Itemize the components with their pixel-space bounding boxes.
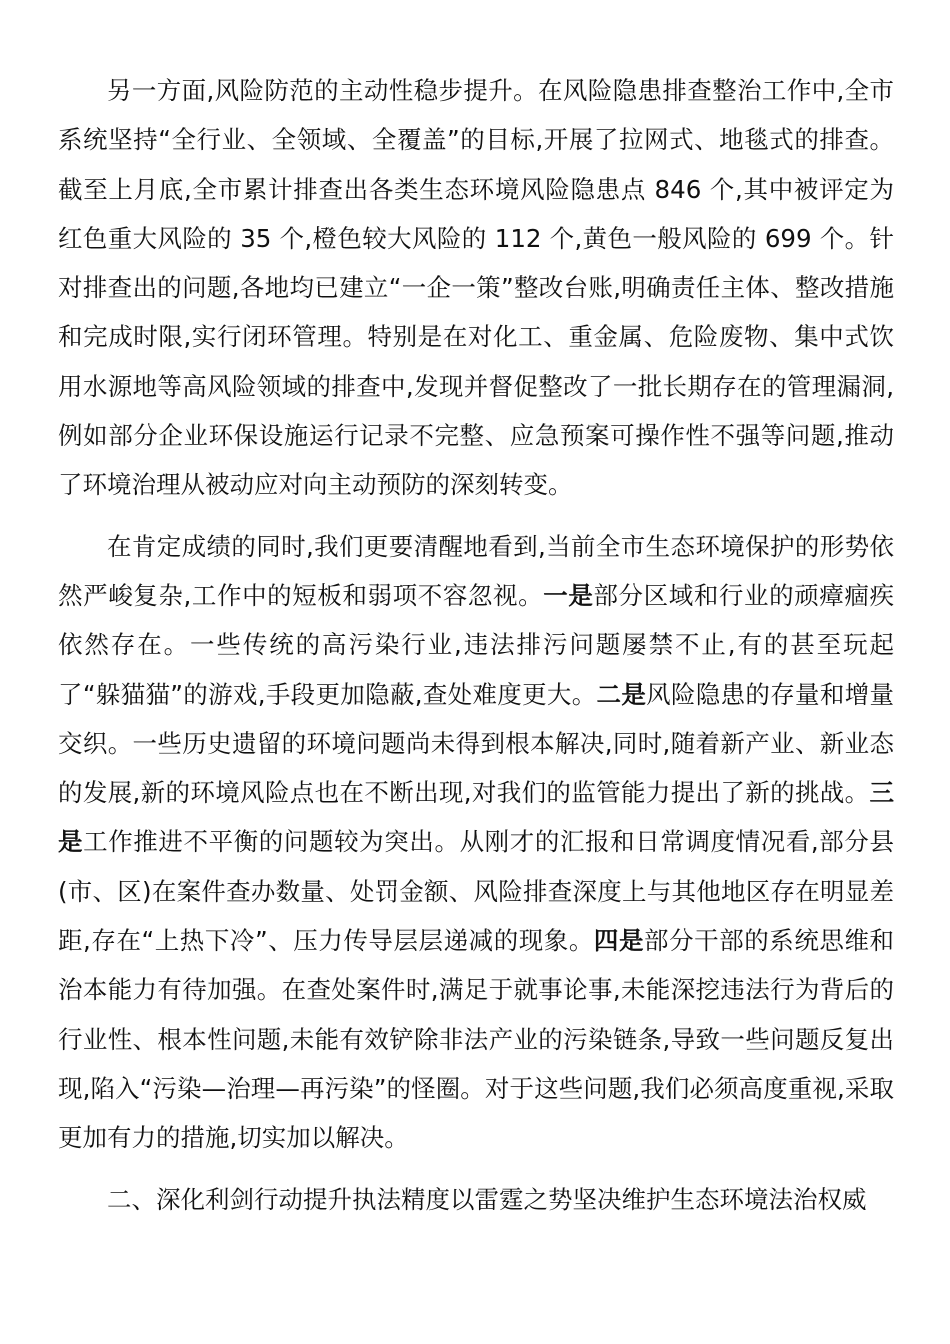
shortcomings-intro: 在肯定成绩的同时,我们更要清醒地看到,当前全市生态环境保护的形势依然严峻复杂,工作中的短板和弱项不容忽视。 xyxy=(58,531,894,610)
shortcoming-first-text: 部分区域和行业的顽瘴痼疾依然存在。一些传统的高污染行业,违法排污问题屡禁不止,有的甚至玩起了“躲猫猫”的游戏,手段更加隐蔽,查处难度更大。 xyxy=(58,580,895,709)
marker-first: 一是 xyxy=(543,580,594,610)
marker-third: 三是 xyxy=(58,778,894,857)
document-page xyxy=(58,66,894,1224)
marker-second: 二是 xyxy=(596,679,647,709)
paragraph-shortcomings xyxy=(58,522,894,1163)
shortcoming-second-text: 风险隐患的存量和增量交织。一些历史遗留的环境问题尚未得到根本解决,同时,随着新产业、新业态的发展,新的环境风险点也在不断出现,对我们的监管能力提出了新的挑战。 xyxy=(58,679,895,808)
section-heading: 二、深化利剑行动提升执法精度以雷霆之势坚决维护生态环境法治权威 xyxy=(107,1184,867,1214)
marker-fourth: 四是 xyxy=(593,926,645,956)
paragraph-risk-prevention: 另一方面,风险防范的主动性稳步提升。在风险隐患排查整治工作中,全市系统坚持“全行业、全领域、全覆盖”的目标,开展了拉网式、地毯式的排查。截至上月底,全市累计排查出各类生态环境风险隐患点 846 个,其中被评定为红色重大风险的 35 个,橙色较大风险的 112 个,黄色一般风险的 699 个。针对排查出的问题,各地均已建立“一企一策”整改台账,明确责任主体、整改措施和完成时限,实行闭环管理。特别是在对化工、重金属、危险废物、集中式饮用水源地等高风险领域的排查中,发现并督促整改了一批长期存在的管理漏洞,例如部分企业环保设施运行记录不完整、应急预案可操作性不强等问题,推动了环境治理从被动应对向主动预防的深刻转变。 xyxy=(58,76,894,500)
shortcoming-third-text: 工作推进不平衡的问题较为突出。从刚才的汇报和日常调度情况看,部分县(市、区)在案件查办数量、处罚金额、风险排查深度上与其他地区存在明显差距,存在“上热下冷”、压力传导层层递减的现象。 xyxy=(58,827,894,956)
shortcoming-fourth-text: 部分干部的系统思维和治本能力有待加强。在查处案件时,满足于就事论事,未能深挖违法行为背后的行业性、根本性问题,未能有效铲除非法产业的污染链条,导致一些问题反复出现,陷入“污染—治理—再污染”的怪圈。对于这些问题,我们必须高度重视,采取更加有力的措施,切实加以解决。 xyxy=(58,926,895,1153)
